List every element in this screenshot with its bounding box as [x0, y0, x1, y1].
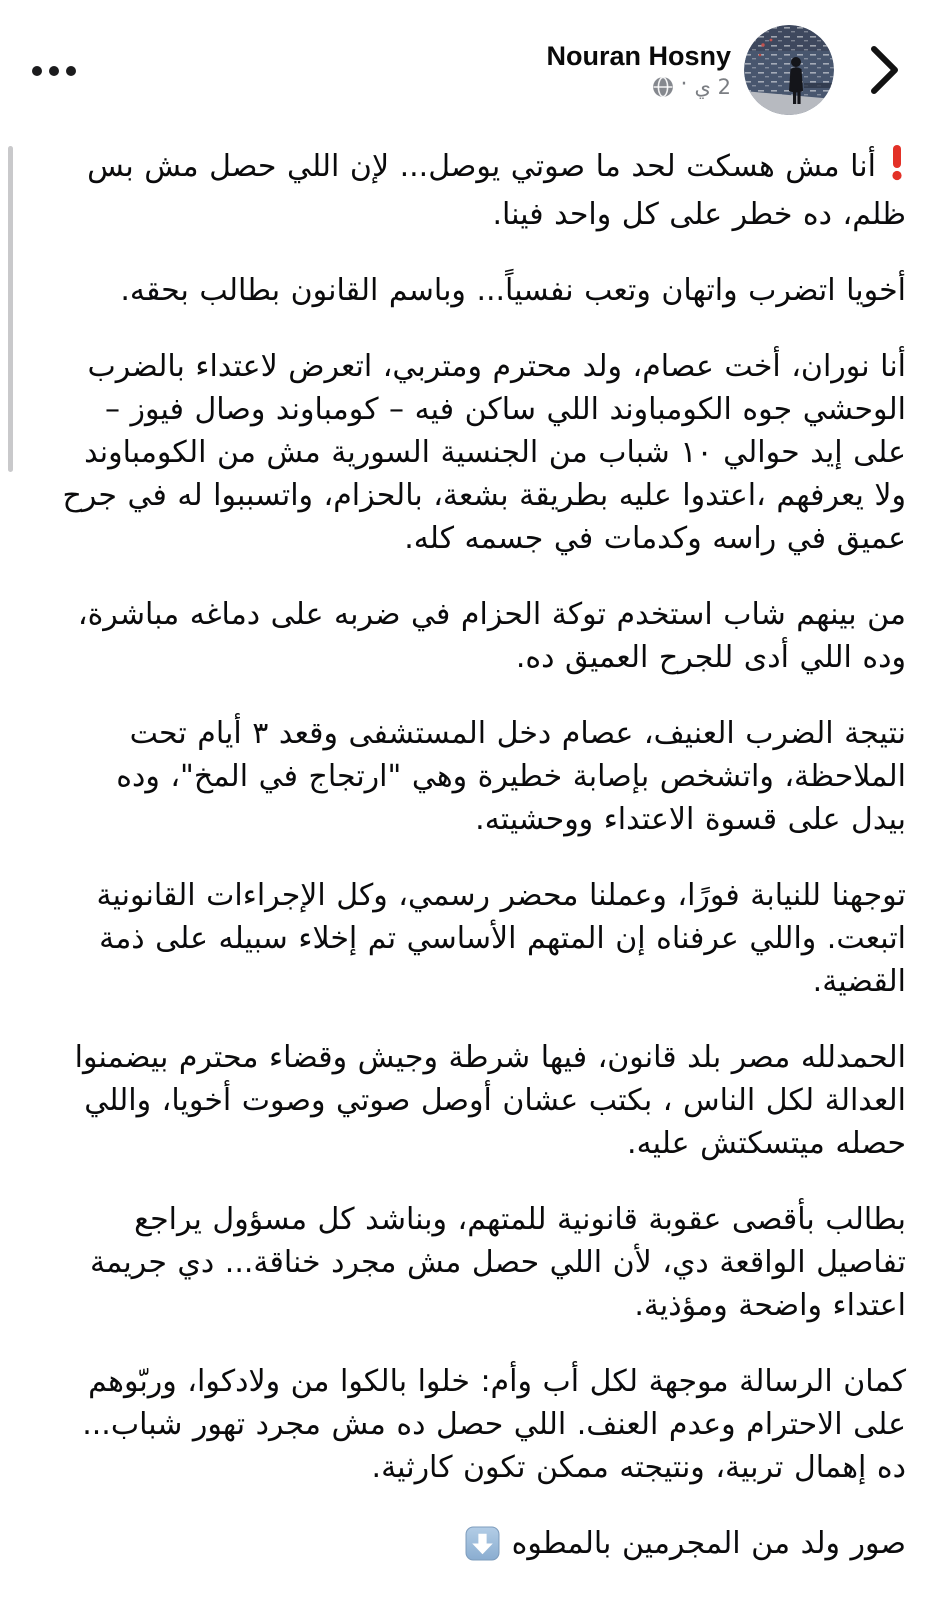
more-options-icon [66, 66, 76, 76]
post-paragraph [52, 144, 906, 236]
footer-text: صور ولد من المجرمين بالمطوه [511, 1526, 906, 1561]
more-options-icon [49, 66, 59, 76]
globe-icon [652, 76, 674, 98]
post-paragraph: الحمدلله مصر بلد قانون، فيها شرطة وجيش وقضاء محترم بيضمنوا العدالة لكل الناس ، بكتب عشان أوصل صوتي وصوت أخويا، واللي حصله ميتسكتش عليه. [74, 1040, 906, 1161]
post-paragraph: أنا نوران، أخت عصام، ولد محترم ومتربي، اتعرض لاعتداء بالضرب الوحشي جوه الكومباوند اللي ساكن فيه – كومباوند وصال فيوز – على إيد حوالي ١٠ شباب من الجنسية السورية مش من الكومباوند ولا يعرفهم ،اعتدوا عليه بطريقة بشعة، بالحزام، واتسببوا له في جرح عميق في راسه وكدمات في جسمه كله. [62, 349, 906, 556]
paragraph-text: أنا مش هسكت لحد ما صوتي يوصل... لإن اللي حصل مش بس ظلم، ده خطر على كل واحد فينا. [87, 149, 906, 232]
post-paragraph: كمان الرسالة موجهة لكل أب وأم: خلوا بالكوا من ولادكوا، وربّوهم على الاحترام وعدم العنف. اللي حصل ده مش مجرد تهور شباب... ده إهمال تربية، ونتيجته ممكن تكون كارثية. [82, 1364, 906, 1485]
more-options-button[interactable] [32, 60, 76, 82]
red-exclamation-icon [888, 144, 906, 193]
post-paragraph: من بينهم شاب استخدم توكة الحزام في ضربه على دماغه مباشرة، وده اللي أدى للجرح العميق ده. [77, 597, 906, 675]
chevron-right-icon[interactable] [870, 45, 900, 95]
post-body [0, 144, 940, 1573]
meta-separator: · [680, 72, 688, 98]
post-header [0, 0, 940, 118]
post-meta [652, 72, 732, 99]
timestamp: 2 ي [694, 74, 731, 99]
scrollbar[interactable] [8, 146, 13, 472]
blue-down-arrow-icon [465, 1526, 500, 1573]
more-options-icon [32, 66, 42, 76]
post-paragraph: نتيجة الضرب العنيف، عصام دخل المستشفى وقعد ٣ أيام تحت الملاحظة، واتشخص بإصابة خطيرة وهي "ارتجاج في المخ"، وده بيدل على قسوة الاعتداء ووحشيته. [116, 716, 906, 837]
post-paragraph: أخويا اتضرب واتهان وتعب نفسياً... وباسم القانون بطالب بحقه. [120, 273, 906, 308]
author-block [546, 42, 731, 99]
author-name[interactable]: Nouran Hosny [546, 40, 731, 71]
post-paragraph: توجهنا للنيابة فورًا، وعملنا محضر رسمي، وكل الإجراءات القانونية اتبعت. واللي عرفناه إن المتهم الأساسي تم إخلاء سبيله على ذمة القضية. [96, 878, 906, 999]
avatar[interactable] [744, 25, 834, 115]
post-footer-line [52, 1522, 906, 1573]
post-paragraph: بطالب بأقصى عقوبة قانونية للمتهم، وبناشد كل مسؤول يراجع تفاصيل الواقعة دي، لأن اللي حصل مش مجرد خناقة... دي جريمة اعتداء واضحة ومؤذية. [90, 1202, 906, 1323]
